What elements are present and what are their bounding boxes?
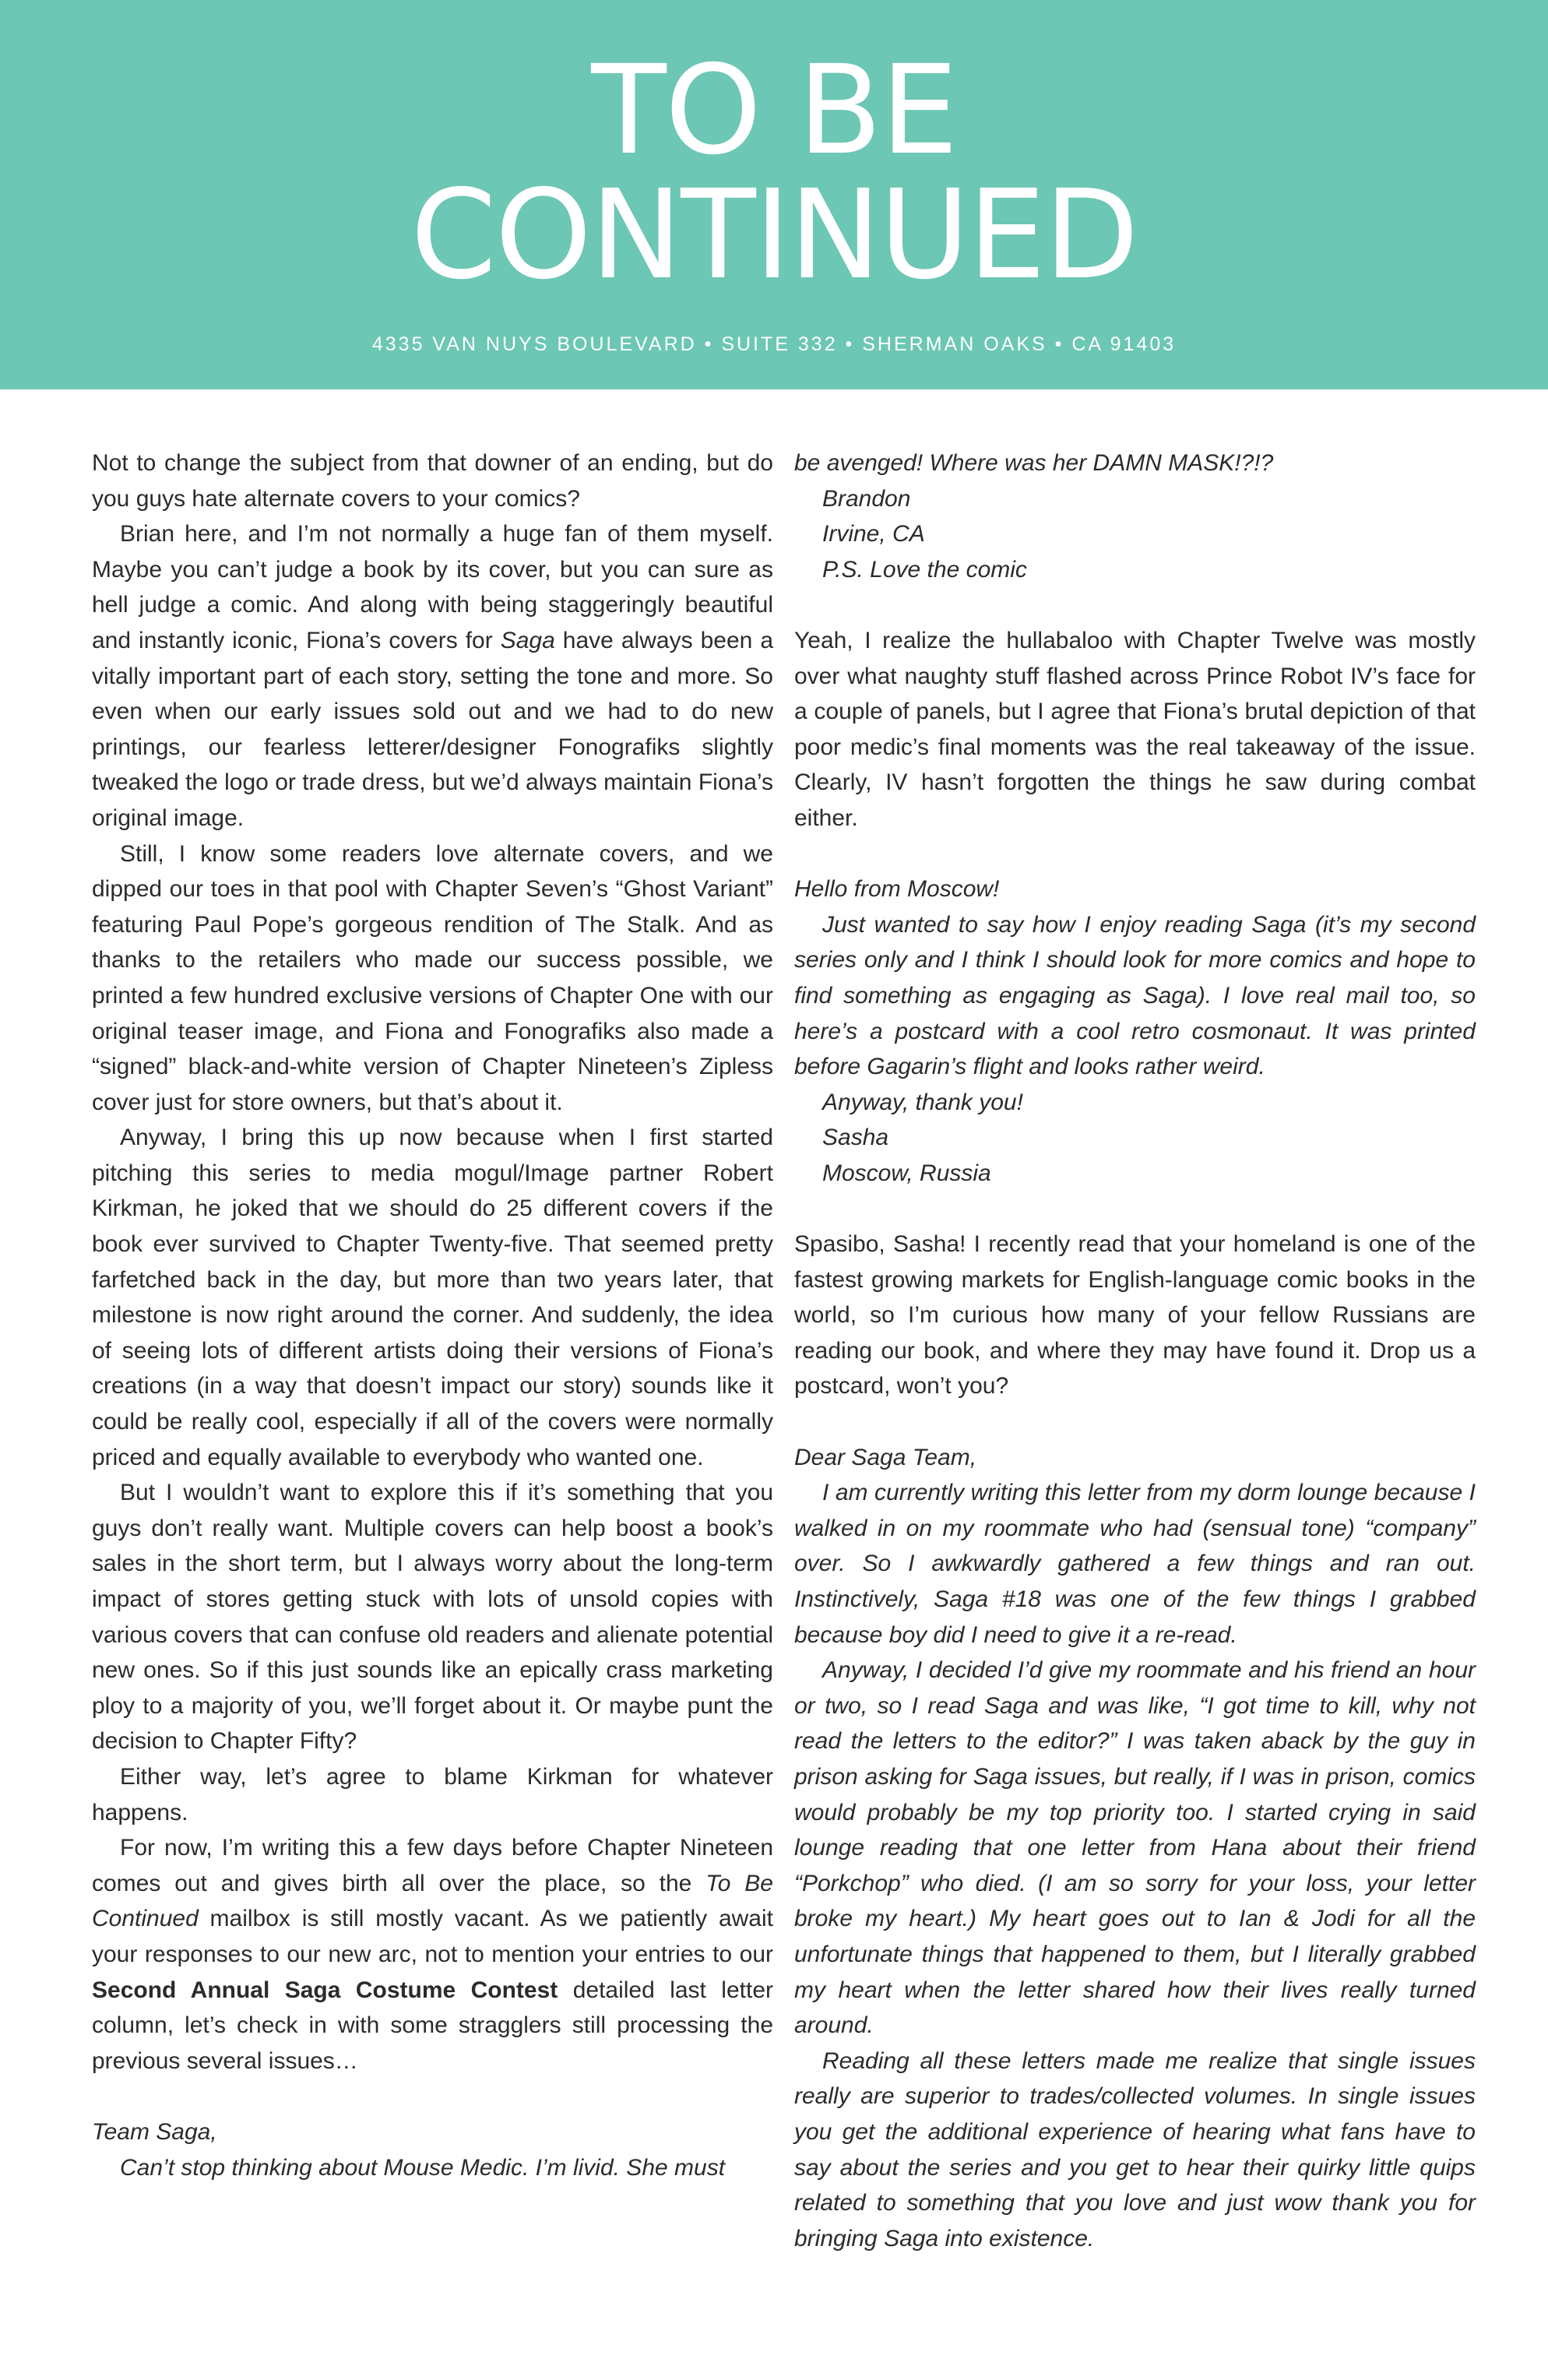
letter-2-body: Just wanted to say how I enjoy reading Saga (it’s my second series only and I think I should look for more comics and hope to find something as engaging as Saga). I love real mail too, so here’s a postcard with a cool retro cosmonaut. It was printed before Gagarin’s flight and looks rather weird. <box>794 911 1476 1080</box>
paragraph-covers: Brian here, and I’m not normally a huge fan of them myself. Maybe you can’t judge a book by its cover, but you can sure as hell judge a comic. And along with being staggeringly beautiful and instantly iconic, Fiona’s covers for Saga have always been a vitally important part of each story, setting the tone and more. So even when our early issues sold out and we had to do new printings, our fearless letterer/designer Fonografiks slightly tweaked the logo or trade dress, but we’d always maintain Fiona’s original image. <box>92 521 773 831</box>
paragraph-multiple-covers: But I wouldn’t want to explore this if it’s something that you guys don’t really want. Multiple covers can help boost a book’s sales in the short term, but I always worry about the long-term impact of stores getting stuck with lots of unsold copies with various covers that can confuse old readers and alienate potential new ones. So if this just sounds like an epically crass marketing ploy to a majority of you, we’ll forget about it. Or maybe punt the decision to Chapter Fifty? <box>92 1480 773 1755</box>
letter-3-paragraph-3: Reading all these letters made me realize that single issues really are superior to trades/collected volumes. In single issues you get the additional experience of hearing what fans have to say about the series and you get to hear their quirky little quips related to something that you love and just wow thank you for bringing Saga into existence. <box>794 2047 1476 2251</box>
letter-2-name: Sasha <box>822 1125 889 1151</box>
mailing-address: 4335 VAN NUYS BOULEVARD • SUITE 332 • SHERMAN OAKS • CA 91403 <box>371 333 1177 355</box>
letter-1-body-continued: be avenged! Where was her DAMN MASK!?!? <box>794 450 1274 476</box>
letter-1-name: Brandon <box>822 485 911 512</box>
reply-2: Spasibo, Sasha! I recently read that your homeland is one of the fastest growing markets for English-language comic books in the world, so I’m curious how many of your fellow Russians are reading our book, and where they may have found it. Drop us a postcard, won’t you? <box>794 1231 1476 1399</box>
letter-2-place: Moscow, Russia <box>822 1160 991 1186</box>
page-title-line-2: CONTINUED <box>410 164 1138 307</box>
intro-paragraph: Not to change the subject from that downer of an ending, but do you guys hate alternate covers to your comics? <box>92 450 773 512</box>
letter-3-greeting: Dear Saga Team, <box>794 1444 977 1470</box>
paragraph-alternate-covers: Still, I know some readers love alternate covers, and we dipped our toes in that pool with Chapter Seven’s “Ghost Variant” featuring Paul Pope’s gorgeous rendition of The Stalk. And as thanks to the retailers who made our success possible, we printed a few hundred exclusive versions of Chapter One with our original teaser image, and Fiona and Fonografiks also made a “signed” black-and-white version of Chapter Nineteen’s Zipless cover just for store owners, but that’s about it. <box>92 840 773 1115</box>
letter-1-body: Can’t stop thinking about Mouse Medic. I’m livid. She must <box>120 2154 726 2181</box>
letter-1-place: Irvine, CA <box>822 521 925 547</box>
left-column <box>92 445 773 2185</box>
reply-1: Yeah, I realize the hullabaloo with Chapter Twelve was mostly over what naughty stuff flashed across Prince Robot IV’s face for a couple of panels, but I agree that Fiona’s brutal depiction of that poor medic’s final moments was the real takeaway of the issue. Clearly, IV hasn’t forgotten the things he saw during combat either. <box>794 627 1476 831</box>
letter-2-thanks: Anyway, thank you! <box>822 1089 1023 1115</box>
right-column <box>794 445 1476 2256</box>
page-title-line-1: TO BE <box>591 39 957 182</box>
letter-1-ps: P.S. Love the comic <box>822 556 1027 583</box>
header-banner <box>0 0 1548 389</box>
letter-2-greeting: Hello from Moscow! <box>794 876 1000 903</box>
paragraph-kirkman: Anyway, I bring this up now because when I first started pitching this series to media mogul/Image partner Robert Kirkman, he joked that we should do 25 different covers if the book ever survived to Chapter Twenty-five. That seemed pretty farfetched back in the day, but more than two years later, that milestone is now right around the corner. And suddenly, the idea of seeing lots of different artists doing their versions of Fiona’s creations (in a way that doesn’t impact our story) sounds like it could be really cool, especially if all of the covers were normally priced and equally available to everybody who wanted one. <box>92 1125 773 1470</box>
paragraph-mailbox: For now, I’m writing this a few days before Chapter Nineteen comes out and gives birth all over the place, so the To Be Continued mailbox is still mostly vacant. As we patiently await your responses to our new arc, not to mention your entries to our Second Annual Saga Costume Contest detailed last letter column, let’s check in with some stragglers still processing the previous several issues… <box>92 1835 773 2074</box>
letter-1-greeting: Team Saga, <box>92 2118 217 2145</box>
paragraph-blame: Either way, let’s agree to blame Kirkman for whatever happens. <box>92 1763 773 1825</box>
letter-3-paragraph-1: I am currently writing this letter from my dorm lounge because I walked in on my roommate who had (sensual tone) “company” over. So I awkwardly gathered a few things and ran out. Instinctively, Saga #18 was one of the few things I grabbed because boy did I need to give it a re-read. <box>794 1480 1476 1648</box>
letter-3-paragraph-2: Anyway, I decided I’d give my roommate and his friend an hour or two, so I read Saga and was like, “I got time to kill, why not read the letters to the editor?” I was taken aback by the guy in prison asking for Saga issues, but really, if I was in prison, comics would probably be my top priority too. I started crying in said lounge reading that one letter from Hana about their friend “Porkchop” who died. (I am so sorry for your loss, your letter broke my heart.) My heart goes out to Ian & Jodi for all the unfortunate things that happened to them, but I literally grabbed my heart when the letter shared how their lives really turned around. <box>794 1657 1476 2039</box>
